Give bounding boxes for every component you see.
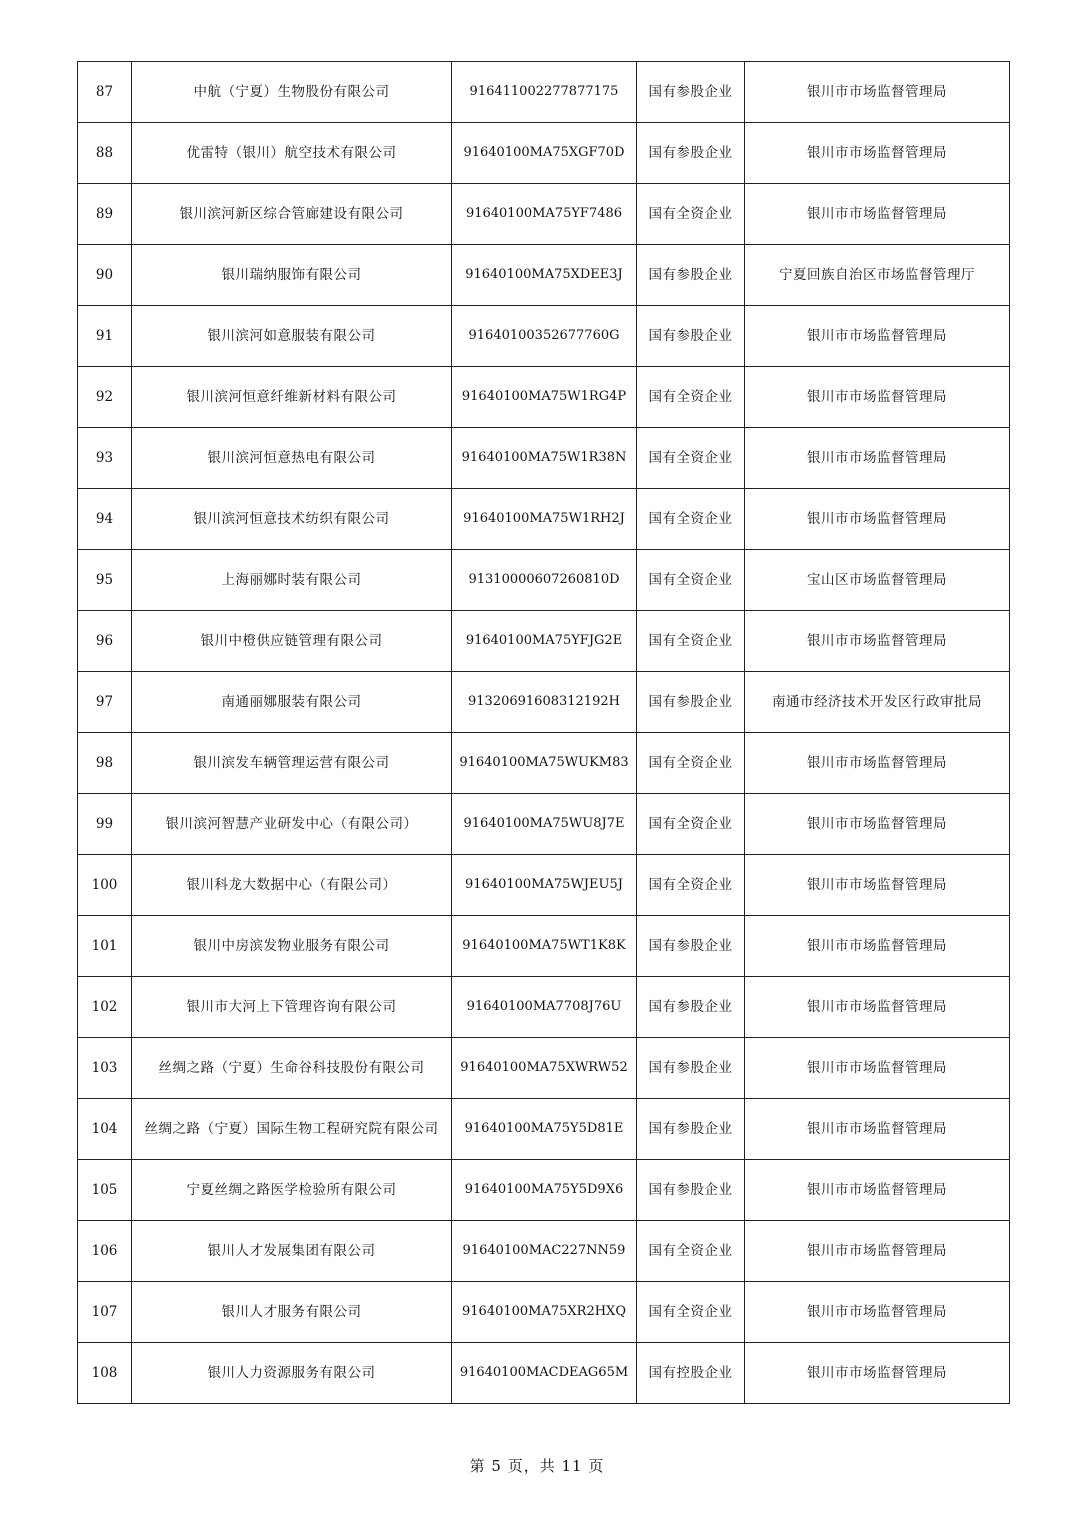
row-number-cell: 106 (78, 1221, 132, 1282)
enterprise-type-cell: 国有参股企业 (637, 672, 745, 733)
table-row (78, 1221, 1010, 1282)
registration-authority-cell: 银川市市场监督管理局 (745, 977, 1010, 1038)
enterprise-name-cell: 优雷特（银川）航空技术有限公司 (132, 123, 452, 184)
enterprise-name-cell: 银川滨河如意服装有限公司 (132, 306, 452, 367)
enterprise-type-cell: 国有全资企业 (637, 855, 745, 916)
table-row (78, 855, 1010, 916)
credit-code-cell: 91310000607260810D (452, 550, 637, 611)
enterprise-name-cell: 上海丽娜时装有限公司 (132, 550, 452, 611)
enterprise-type-cell: 国有控股企业 (637, 1343, 745, 1404)
enterprise-type-cell: 国有全资企业 (637, 550, 745, 611)
table-row (78, 428, 1010, 489)
table-row (78, 611, 1010, 672)
enterprise-name-cell: 银川人才服务有限公司 (132, 1282, 452, 1343)
table-row (78, 306, 1010, 367)
table-row (78, 123, 1010, 184)
registration-authority-cell: 银川市市场监督管理局 (745, 428, 1010, 489)
row-number-cell: 97 (78, 672, 132, 733)
enterprise-type-cell: 国有全资企业 (637, 1221, 745, 1282)
registration-authority-cell: 银川市市场监督管理局 (745, 1343, 1010, 1404)
row-number-cell: 93 (78, 428, 132, 489)
enterprise-name-cell: 宁夏丝绸之路医学检验所有限公司 (132, 1160, 452, 1221)
enterprise-type-cell: 国有全资企业 (637, 489, 745, 550)
enterprise-name-cell: 丝绸之路（宁夏）生命谷科技股份有限公司 (132, 1038, 452, 1099)
credit-code-cell: 91640100352677760G (452, 306, 637, 367)
registration-authority-cell: 银川市市场监督管理局 (745, 916, 1010, 977)
row-number-cell: 101 (78, 916, 132, 977)
enterprise-name-cell: 南通丽娜服装有限公司 (132, 672, 452, 733)
registration-authority-cell: 银川市市场监督管理局 (745, 367, 1010, 428)
enterprise-name-cell: 银川中橙供应链管理有限公司 (132, 611, 452, 672)
row-number-cell: 94 (78, 489, 132, 550)
enterprise-type-cell: 国有全资企业 (637, 184, 745, 245)
credit-code-cell: 916411002277877175 (452, 62, 637, 123)
table-row (78, 1038, 1010, 1099)
table-row (78, 794, 1010, 855)
enterprise-type-cell: 国有参股企业 (637, 62, 745, 123)
enterprise-name-cell: 银川滨河恒意技术纺织有限公司 (132, 489, 452, 550)
row-number-cell: 91 (78, 306, 132, 367)
enterprise-type-cell: 国有全资企业 (637, 611, 745, 672)
credit-code-cell: 91640100MA75WJEU5J (452, 855, 637, 916)
row-number-cell: 103 (78, 1038, 132, 1099)
table-row (78, 489, 1010, 550)
table-row (78, 916, 1010, 977)
registration-authority-cell: 银川市市场监督管理局 (745, 1160, 1010, 1221)
credit-code-cell: 91640100MA75XGF70D (452, 123, 637, 184)
credit-code-cell: 91320691608312192H (452, 672, 637, 733)
enterprise-type-cell: 国有参股企业 (637, 916, 745, 977)
registration-authority-cell: 银川市市场监督管理局 (745, 1282, 1010, 1343)
enterprise-name-cell: 银川人力资源服务有限公司 (132, 1343, 452, 1404)
enterprise-type-cell: 国有全资企业 (637, 367, 745, 428)
enterprise-type-cell: 国有全资企业 (637, 794, 745, 855)
enterprise-name-cell: 中航（宁夏）生物股份有限公司 (132, 62, 452, 123)
registry-table-body (78, 62, 1010, 1404)
row-number-cell: 95 (78, 550, 132, 611)
table-row (78, 977, 1010, 1038)
row-number-cell: 92 (78, 367, 132, 428)
registration-authority-cell: 银川市市场监督管理局 (745, 1221, 1010, 1282)
enterprise-type-cell: 国有参股企业 (637, 123, 745, 184)
row-number-cell: 104 (78, 1099, 132, 1160)
row-number-cell: 105 (78, 1160, 132, 1221)
enterprise-type-cell: 国有全资企业 (637, 1282, 745, 1343)
row-number-cell: 102 (78, 977, 132, 1038)
enterprise-name-cell: 银川中房滨发物业服务有限公司 (132, 916, 452, 977)
enterprise-name-cell: 银川市大河上下管理咨询有限公司 (132, 977, 452, 1038)
registration-authority-cell: 银川市市场监督管理局 (745, 855, 1010, 916)
enterprise-name-cell: 银川滨河恒意纤维新材料有限公司 (132, 367, 452, 428)
row-number-cell: 107 (78, 1282, 132, 1343)
credit-code-cell: 91640100MA75XWRW52 (452, 1038, 637, 1099)
enterprise-name-cell: 银川滨发车辆管理运营有限公司 (132, 733, 452, 794)
registration-authority-cell: 银川市市场监督管理局 (745, 794, 1010, 855)
registration-authority-cell: 银川市市场监督管理局 (745, 1099, 1010, 1160)
registration-authority-cell: 银川市市场监督管理局 (745, 489, 1010, 550)
enterprise-name-cell: 银川科龙大数据中心（有限公司） (132, 855, 452, 916)
enterprise-name-cell: 银川人才发展集团有限公司 (132, 1221, 452, 1282)
registration-authority-cell: 宝山区市场监督管理局 (745, 550, 1010, 611)
enterprise-type-cell: 国有参股企业 (637, 1099, 745, 1160)
enterprise-type-cell: 国有参股企业 (637, 977, 745, 1038)
credit-code-cell: 91640100MA75Y5D9X6 (452, 1160, 637, 1221)
row-number-cell: 98 (78, 733, 132, 794)
credit-code-cell: 91640100MA75W1RH2J (452, 489, 637, 550)
registration-authority-cell: 银川市市场监督管理局 (745, 1038, 1010, 1099)
row-number-cell: 88 (78, 123, 132, 184)
table-row (78, 1343, 1010, 1404)
row-number-cell: 108 (78, 1343, 132, 1404)
table-row (78, 367, 1010, 428)
row-number-cell: 99 (78, 794, 132, 855)
registration-authority-cell: 银川市市场监督管理局 (745, 306, 1010, 367)
credit-code-cell: 91640100MA75WUKM83 (452, 733, 637, 794)
enterprise-name-cell: 银川滨河恒意热电有限公司 (132, 428, 452, 489)
registration-authority-cell: 南通市经济技术开发区行政审批局 (745, 672, 1010, 733)
enterprise-name-cell: 银川滨河智慧产业研发中心（有限公司） (132, 794, 452, 855)
registration-authority-cell: 银川市市场监督管理局 (745, 733, 1010, 794)
credit-code-cell: 91640100MA75WU8J7E (452, 794, 637, 855)
registration-authority-cell: 银川市市场监督管理局 (745, 123, 1010, 184)
row-number-cell: 90 (78, 245, 132, 306)
table-row (78, 1099, 1010, 1160)
credit-code-cell: 91640100MA75YF7486 (452, 184, 637, 245)
credit-code-cell: 91640100MA75XDEE3J (452, 245, 637, 306)
enterprise-name-cell: 银川瑞纳服饰有限公司 (132, 245, 452, 306)
table-row (78, 550, 1010, 611)
table-row (78, 62, 1010, 123)
registration-authority-cell: 银川市市场监督管理局 (745, 184, 1010, 245)
table-row (78, 245, 1010, 306)
row-number-cell: 87 (78, 62, 132, 123)
credit-code-cell: 91640100MA75YFJG2E (452, 611, 637, 672)
row-number-cell: 96 (78, 611, 132, 672)
row-number-cell: 100 (78, 855, 132, 916)
enterprise-registry-table (77, 61, 1010, 1404)
enterprise-name-cell: 丝绸之路（宁夏）国际生物工程研究院有限公司 (132, 1099, 452, 1160)
credit-code-cell: 91640100MA75W1R38N (452, 428, 637, 489)
enterprise-type-cell: 国有全资企业 (637, 733, 745, 794)
credit-code-cell: 91640100MA75Y5D81E (452, 1099, 637, 1160)
table-row (78, 184, 1010, 245)
registration-authority-cell: 银川市市场监督管理局 (745, 611, 1010, 672)
enterprise-type-cell: 国有参股企业 (637, 1038, 745, 1099)
enterprise-name-cell: 银川滨河新区综合管廊建设有限公司 (132, 184, 452, 245)
credit-code-cell: 91640100MA75XR2HXQ (452, 1282, 637, 1343)
credit-code-cell: 91640100MA75W1RG4P (452, 367, 637, 428)
registration-authority-cell: 银川市市场监督管理局 (745, 62, 1010, 123)
credit-code-cell: 91640100MA75WT1K8K (452, 916, 637, 977)
enterprise-type-cell: 国有参股企业 (637, 1160, 745, 1221)
table-row (78, 672, 1010, 733)
credit-code-cell: 91640100MA7708J76U (452, 977, 637, 1038)
table-row (78, 1160, 1010, 1221)
enterprise-type-cell: 国有全资企业 (637, 428, 745, 489)
credit-code-cell: 91640100MAC227NN59 (452, 1221, 637, 1282)
table-row (78, 1282, 1010, 1343)
page-number-footer: 第 5 页，共 11 页 (469, 1457, 605, 1475)
enterprise-type-cell: 国有参股企业 (637, 245, 745, 306)
registration-authority-cell: 宁夏回族自治区市场监督管理厅 (745, 245, 1010, 306)
table-row (78, 733, 1010, 794)
credit-code-cell: 91640100MACDEAG65M (452, 1343, 637, 1404)
row-number-cell: 89 (78, 184, 132, 245)
enterprise-type-cell: 国有参股企业 (637, 306, 745, 367)
